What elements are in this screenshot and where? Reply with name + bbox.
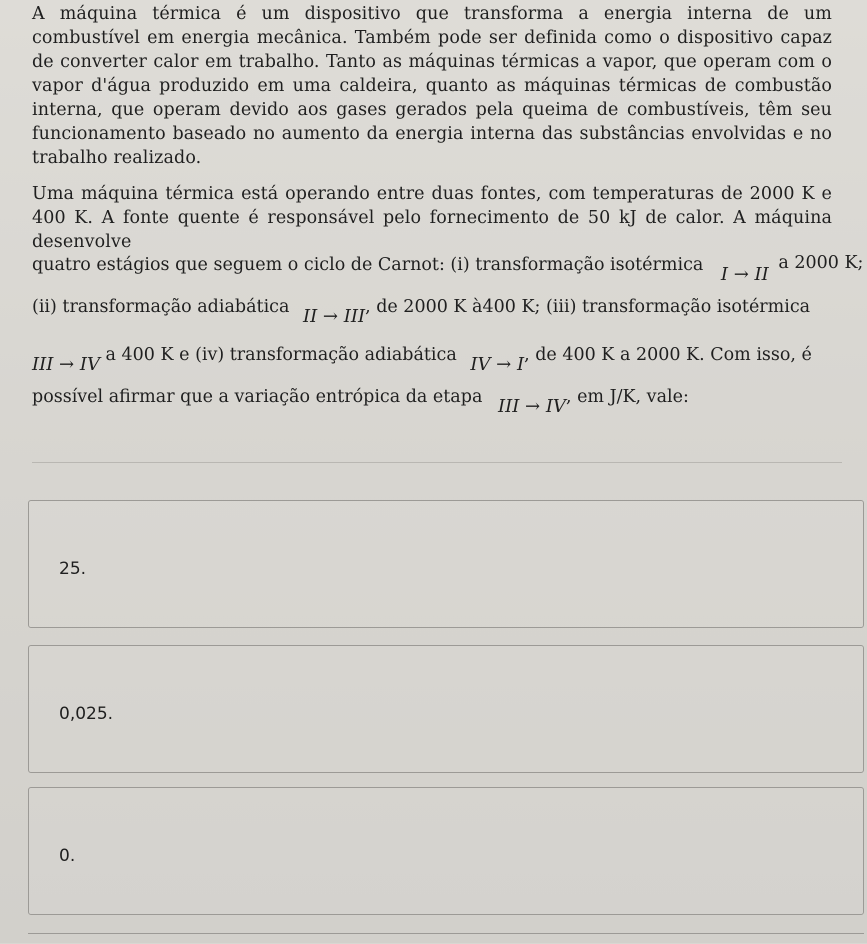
math-i-to-ii: I → II — [720, 264, 769, 285]
problem-line-5 — [32, 344, 812, 375]
next-option-edge — [28, 933, 864, 944]
text-segment: , de 2000 K à400 K; (iii) transformação isotérmica — [365, 297, 811, 317]
text-segment: a 2000 K; — [778, 253, 864, 273]
text-segment: a 400 K e (iv) transformação adiabática — [105, 345, 457, 365]
text-segment: quatro estágios que seguem o ciclo de Carnot: (i) transformação isotérmica — [32, 255, 704, 275]
problem-paragraph: Uma máquina térmica está operando entre duas fontes, com temperaturas de 2000 K e 400 K. A fonte quente é responsável pelo fornecimento de 50 kJ de calor. A máquina desenvolve — [32, 184, 832, 252]
text-segment: (ii) transformação adiabática — [32, 297, 290, 317]
answer-option-label: 0,025. — [59, 704, 114, 724]
answer-option-label: 0. — [59, 846, 76, 866]
text-segment: possível afirmar que a variação entrópica da etapa — [32, 387, 483, 407]
answer-option-b[interactable] — [28, 645, 864, 773]
problem-line-6 — [32, 386, 689, 417]
text-segment: , de 400 K a 2000 K. Com isso, é — [524, 345, 812, 365]
problem-line-3 — [32, 253, 864, 285]
math-iii-to-iv: III → IV — [32, 354, 100, 375]
intro-paragraph: A máquina térmica é um dispositivo que transforma a energia interna de um combustível em energia mecânica. Também pode ser definida como o dispositivo capaz de converter calor em trabalho. Tanto as máquinas térmicas a vapor, que operam com o vapor d'água produzido em uma caldeira, quanto as máquinas térmicas de combustão interna, que operam devido aos gases gerados pela queima de combustíveis, têm seu funcionamento baseado no aumento da energia interna das substâncias envolvidas e no trabalho realizado. — [32, 4, 832, 168]
text-segment: , em J/K, vale: — [565, 387, 689, 407]
math-iii-to-iv-step: III → IV — [497, 396, 566, 417]
math-ii-to-iii: II → III — [302, 306, 366, 327]
answer-option-c[interactable] — [28, 787, 864, 915]
math-iv-to-i: IV → I — [470, 354, 525, 375]
problem-line-4 — [32, 296, 811, 327]
divider — [32, 462, 842, 463]
answer-option-a[interactable] — [28, 500, 864, 628]
answer-option-label: 25. — [59, 559, 87, 579]
